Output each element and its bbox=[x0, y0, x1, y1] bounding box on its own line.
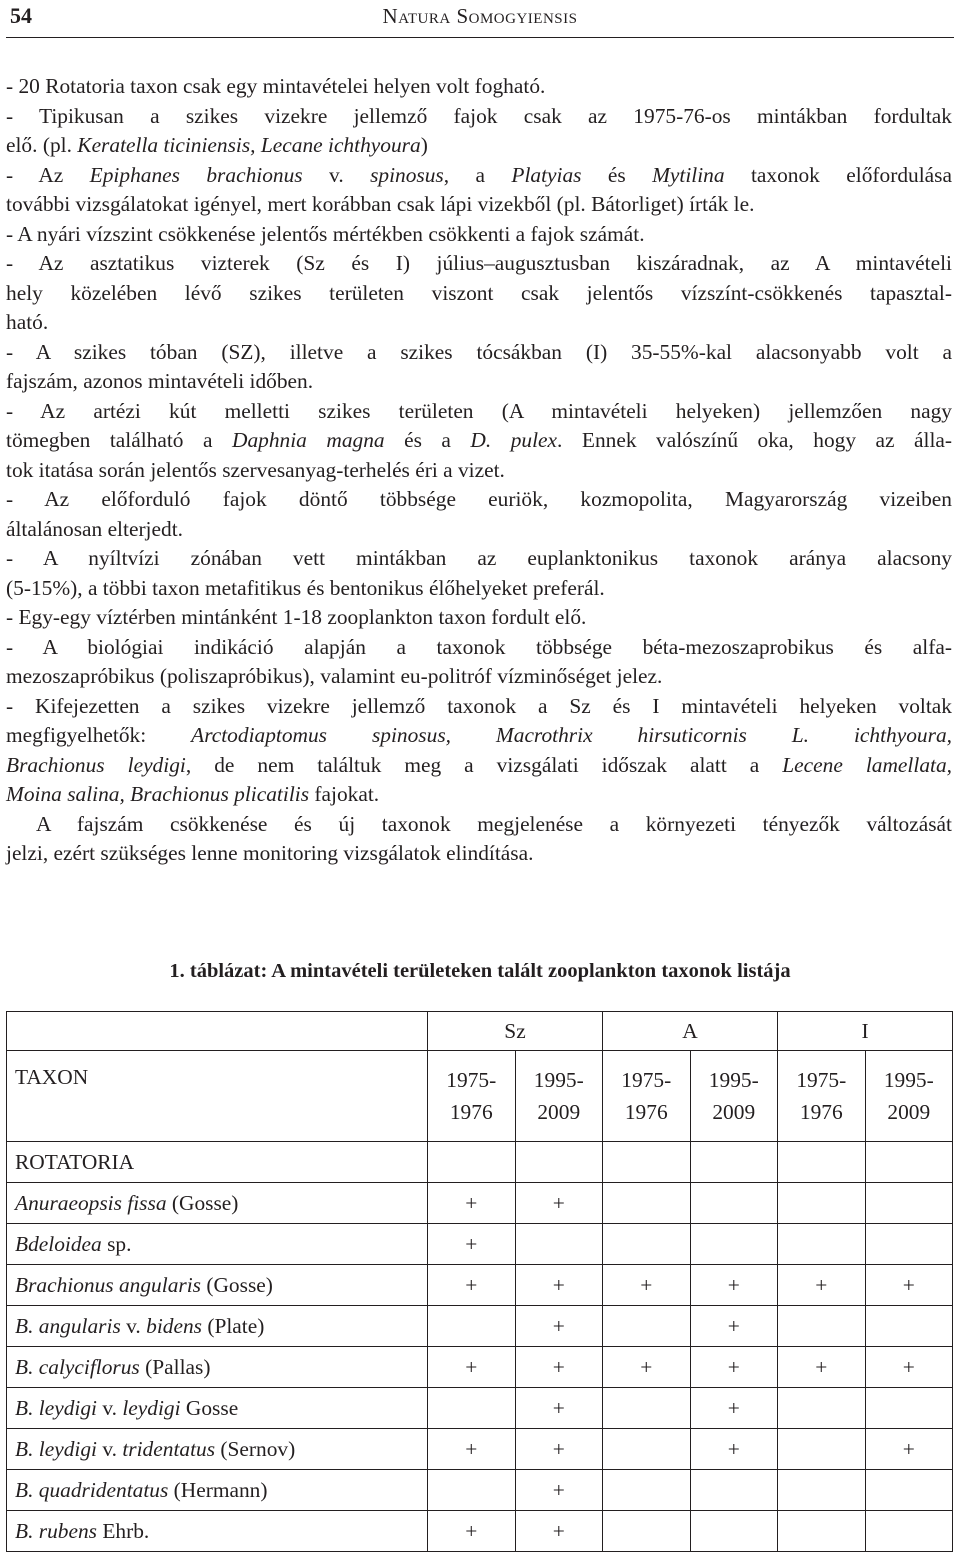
table-row bbox=[7, 1388, 953, 1429]
presence-cell bbox=[778, 1388, 866, 1429]
table-row bbox=[7, 1306, 953, 1347]
presence-cell bbox=[778, 1306, 866, 1347]
text-line: - Tipikusan a szikes vizekre jellemző fajok csak az 1975-76-os mintákban fordultak bbox=[6, 103, 952, 128]
presence-cell: + bbox=[865, 1265, 953, 1306]
text-line: - Kifejezetten a szikes vizekre jellemző taxonok a Sz és I mintavételi helyeken voltak bbox=[6, 693, 952, 718]
presence-cell bbox=[603, 1183, 691, 1224]
table-year-header-row bbox=[7, 1051, 953, 1142]
presence-cell: + bbox=[515, 1183, 603, 1224]
text-line: - Az Epiphanes brachionus v. spinosus, a Platyias és Mytilina taxonok előfordulása bbox=[6, 162, 952, 187]
presence-cell: + bbox=[428, 1429, 516, 1470]
group-header-a: A bbox=[603, 1012, 778, 1051]
presence-cell bbox=[603, 1511, 691, 1552]
text-line: A fajszám csökkenése és új taxonok megjelenése a környezeti tényezők változását bbox=[36, 811, 952, 836]
year-header: 1995- 2009 bbox=[515, 1051, 603, 1142]
presence-cell: + bbox=[690, 1347, 778, 1388]
table-group-row bbox=[7, 1142, 953, 1183]
presence-cell: + bbox=[428, 1511, 516, 1552]
taxon-name-cell: B. angularis v. bidens (Plate) bbox=[7, 1306, 428, 1347]
presence-cell: + bbox=[428, 1265, 516, 1306]
text-line: jelzi, ezért szükséges lenne monitoring vizsgálatok elindítása. bbox=[6, 841, 534, 865]
presence-cell bbox=[865, 1470, 953, 1511]
presence-cell: + bbox=[428, 1347, 516, 1388]
text-line: - Egy-egy víztérben mintánként 1-18 zooplankton taxon fordult elő. bbox=[6, 605, 587, 629]
presence-cell bbox=[690, 1224, 778, 1265]
presence-cell: + bbox=[778, 1347, 866, 1388]
presence-cell: + bbox=[515, 1347, 603, 1388]
text-line: Moina salina, Brachionus plicatilis fajokat. bbox=[6, 782, 380, 806]
taxon-name-cell: B. quadridentatus (Hermann) bbox=[7, 1470, 428, 1511]
table-row bbox=[7, 1429, 953, 1470]
table-cell bbox=[603, 1142, 691, 1183]
text-line: - Az asztatikus vizterek (Sz és I) július–augusztusban kiszáradnak, az A mintavételi bbox=[6, 251, 952, 275]
text-line: (5-15%), a többi taxon metafitikus és bentonikus élőhelyeket preferál. bbox=[6, 575, 605, 600]
presence-cell: + bbox=[690, 1265, 778, 1306]
text-line: - Az artézi kút melletti szikes területen (A mintavételi helyeken) jellemzően nagy bbox=[6, 398, 952, 423]
taxon-name-cell: B. calyciflorus (Pallas) bbox=[7, 1347, 428, 1388]
presence-cell: + bbox=[603, 1265, 691, 1306]
presence-cell bbox=[603, 1429, 691, 1470]
text-line: hely közelében lévő szikes területen viszont csak jelentős vízszínt-csökkenés tapasztal- bbox=[6, 280, 952, 305]
text-line: általánosan elterjedt. bbox=[6, 516, 183, 541]
presence-cell bbox=[428, 1306, 516, 1347]
text-line: - A nyári vízszint csökkenése jelentős mértékben csökkenti a fajok számát. bbox=[6, 221, 645, 246]
table-cell bbox=[690, 1142, 778, 1183]
table-row bbox=[7, 1511, 953, 1552]
presence-cell bbox=[515, 1224, 603, 1265]
table-cell bbox=[428, 1142, 516, 1183]
presence-cell bbox=[603, 1224, 691, 1265]
presence-cell bbox=[690, 1470, 778, 1511]
table-row bbox=[7, 1183, 953, 1224]
text-line: ható. bbox=[6, 310, 49, 334]
table-cell bbox=[778, 1142, 866, 1183]
presence-cell: + bbox=[515, 1429, 603, 1470]
text-line: fajszám, azonos mintavételi időben. bbox=[6, 369, 314, 393]
presence-cell: + bbox=[690, 1306, 778, 1347]
presence-cell: + bbox=[428, 1224, 516, 1265]
presence-cell bbox=[603, 1388, 691, 1429]
presence-cell bbox=[865, 1388, 953, 1429]
year-header: 1995- 2009 bbox=[865, 1051, 953, 1142]
taxon-group-label: ROTATORIA bbox=[7, 1142, 428, 1183]
table-row bbox=[7, 1224, 953, 1265]
presence-cell: + bbox=[515, 1265, 603, 1306]
taxon-header: TAXON bbox=[7, 1051, 428, 1142]
table-row bbox=[7, 1347, 953, 1388]
body-text bbox=[6, 72, 952, 869]
presence-cell: + bbox=[515, 1470, 603, 1511]
presence-cell bbox=[690, 1511, 778, 1552]
presence-cell bbox=[865, 1511, 953, 1552]
presence-cell bbox=[778, 1224, 866, 1265]
presence-cell: + bbox=[515, 1306, 603, 1347]
taxa-table bbox=[6, 1011, 953, 1552]
text-line: tok itatása során jelentős szervesanyag-terhelés éri a vizet. bbox=[6, 457, 505, 482]
taxon-name-cell: B. rubens Ehrb. bbox=[7, 1511, 428, 1552]
presence-cell: + bbox=[778, 1265, 866, 1306]
presence-cell bbox=[690, 1183, 778, 1224]
text-line: tömegben található a Daphnia magna és a D. pulex. Ennek valószínű oka, hogy az álla- bbox=[6, 428, 953, 452]
year-header: 1975- 1976 bbox=[778, 1051, 866, 1142]
taxon-name-cell: Brachionus angularis (Gosse) bbox=[7, 1265, 428, 1306]
text-line: elő. (pl. Keratella ticiniensis, Lecane ichthyoura) bbox=[6, 133, 428, 157]
text-line: további vizsgálatokat igényel, mert korábban csak lápi vizekből (pl. Bátorliget) írták le. bbox=[6, 192, 755, 216]
presence-cell: + bbox=[865, 1429, 953, 1470]
presence-cell: + bbox=[690, 1429, 778, 1470]
presence-cell bbox=[428, 1470, 516, 1511]
presence-cell bbox=[778, 1183, 866, 1224]
taxon-name-cell: Anuraeopsis fissa (Gosse) bbox=[7, 1183, 428, 1224]
presence-cell bbox=[778, 1470, 866, 1511]
journal-title: Natura Somogyiensis bbox=[382, 4, 578, 28]
year-header: 1995- 2009 bbox=[690, 1051, 778, 1142]
presence-cell: + bbox=[428, 1183, 516, 1224]
presence-cell bbox=[603, 1470, 691, 1511]
presence-cell bbox=[865, 1224, 953, 1265]
text-line: - 20 Rotatoria taxon csak egy mintavételei helyen volt fogható. bbox=[6, 74, 546, 98]
presence-cell bbox=[865, 1183, 953, 1224]
text-line: - A biológiai indikáció alapján a taxonok többsége béta-mezoszaprobikus és alfa- bbox=[6, 634, 952, 659]
text-line: - A szikes tóban (SZ), illetve a szikes tócsákban (I) 35-55%-kal alacsonyabb volt a bbox=[6, 339, 952, 364]
header-rule bbox=[6, 37, 954, 38]
group-header-i: I bbox=[778, 1012, 953, 1051]
presence-cell bbox=[778, 1511, 866, 1552]
year-header: 1975- 1976 bbox=[428, 1051, 516, 1142]
presence-cell bbox=[603, 1306, 691, 1347]
table-cell bbox=[515, 1142, 603, 1183]
presence-cell: + bbox=[515, 1511, 603, 1552]
group-header-sz: Sz bbox=[428, 1012, 603, 1051]
text-line: mezoszapróbikus (poliszapróbikus), valamint eu-politróf vízminőséget jelez. bbox=[6, 664, 663, 688]
table-corner-cell bbox=[7, 1012, 428, 1051]
page-header bbox=[0, 0, 960, 40]
text-line: Brachionus leydigi, de nem találtuk meg a vizsgálati időszak alatt a Lecene lamellata, bbox=[6, 752, 952, 777]
presence-cell: + bbox=[603, 1347, 691, 1388]
presence-cell: + bbox=[515, 1388, 603, 1429]
year-header: 1975- 1976 bbox=[603, 1051, 691, 1142]
presence-cell bbox=[778, 1429, 866, 1470]
page-number: 54 bbox=[10, 3, 32, 28]
table-caption: 1. táblázat: A mintavételi területeken talált zooplankton taxonok listája bbox=[169, 960, 791, 982]
text-line: - Az előforduló fajok döntő többsége euriök, kozmopolita, Magyarország vizeiben bbox=[6, 487, 952, 511]
taxon-name-cell: B. leydigi v. leydigi Gosse bbox=[7, 1388, 428, 1429]
text-line: - A nyíltvízi zónában vett mintákban az euplanktonikus taxonok aránya alacsony bbox=[6, 546, 952, 570]
table-row bbox=[7, 1265, 953, 1306]
table-cell bbox=[865, 1142, 953, 1183]
text-line: megfigyelhetők: Arctodiaptomus spinosus, Macrothrix hirsuticornis L. ichthyoura, bbox=[6, 723, 952, 747]
presence-cell bbox=[865, 1306, 953, 1347]
taxon-name-cell: B. leydigi v. tridentatus (Sernov) bbox=[7, 1429, 428, 1470]
table-row bbox=[7, 1470, 953, 1511]
presence-cell: + bbox=[865, 1347, 953, 1388]
table-group-header-row bbox=[7, 1012, 953, 1051]
presence-cell: + bbox=[690, 1388, 778, 1429]
presence-cell bbox=[428, 1388, 516, 1429]
taxon-name-cell: Bdeloidea sp. bbox=[7, 1224, 428, 1265]
